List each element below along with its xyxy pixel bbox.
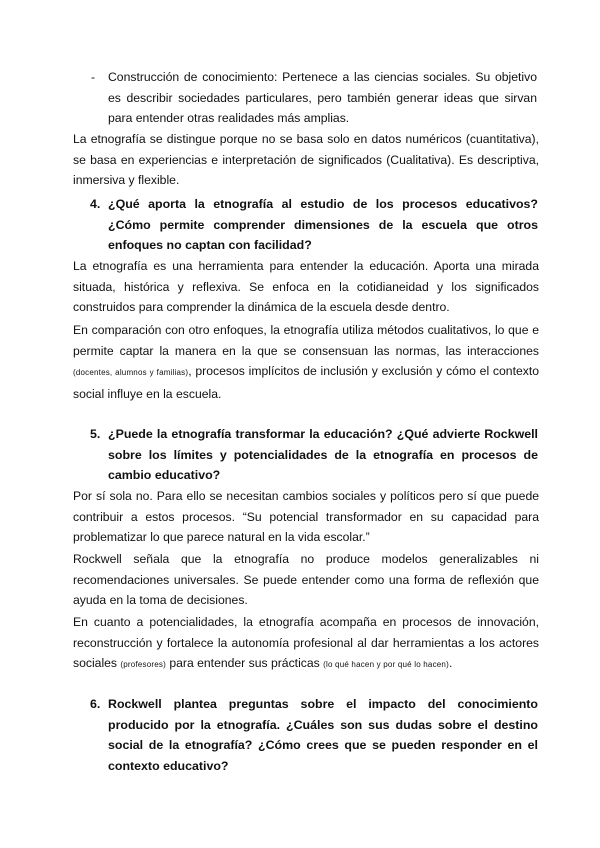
question-6-number: 6. xyxy=(90,697,101,711)
question-4-number: 4. xyxy=(90,197,101,211)
answer-5-paragraph-3 xyxy=(73,612,539,676)
answer-5-small-note-2: (lo qué hacen y por qué lo hacen) xyxy=(323,660,449,669)
question-5-number: 5. xyxy=(90,427,101,441)
answer-4-paragraph-1: La etnografía es una herramienta para entender la educación. Aporta una mirada situada, histórica y reflexiva. Se enfoca en la cotidianeidad y los significados construidos para comprender la dinámica de la escuela desde dentro. xyxy=(73,259,539,314)
question-4-text: ¿Qué aporta la etnografía al estudio de los procesos educativos? ¿Cómo permite comprender dimensiones de la escuela que otros enfoques no captan con facilidad? xyxy=(108,197,538,252)
answer-5-paragraph-2: Rockwell señala que la etnografía no produce modelos generalizables ni recomendaciones universales. Se puede entender como una forma de reflexión que ayuda en la toma de decisiones. xyxy=(73,552,539,607)
answer-5-paragraph-3-before: En cuanto a potencialidades, la etnografía acompaña en procesos de innovación, reconstrucción y fortalece la autonomía profesional al dar herramientas a los actores sociales xyxy=(73,615,539,670)
question-6 xyxy=(90,694,538,776)
question-5 xyxy=(90,424,538,486)
question-4 xyxy=(90,194,538,256)
answer-5-small-note-1: (profesores) xyxy=(120,660,166,669)
question-6-text: Rockwell plantea preguntas sobre el impacto del conocimiento producido por la etnografía. ¿Cuáles son sus dudas sobre el destino social de la etnografía? ¿Cómo crees que se pueden responder en el contexto educativo? xyxy=(108,697,538,773)
answer-4-paragraph-2-after: , procesos implícitos de inclusión y exclusión y cómo el contexto social influye en la escuela. xyxy=(73,364,540,401)
answer-4-small-note: (docentes, alumnos y familias) xyxy=(73,368,189,377)
answer-5-paragraph-3-middle: para entender sus prácticas xyxy=(169,656,320,670)
answer-5-paragraph-3-end: . xyxy=(448,656,453,670)
bullet-dash: - xyxy=(91,70,96,84)
answer-5-paragraph-1: Por sí sola no. Para ello se necesitan cambios sociales y políticos pero sí que puede contribuir a estos procesos. “Su potencial transformador en su capacidad para problematizar lo que parece natural en la vida escolar.” xyxy=(73,489,539,544)
bullet-item xyxy=(91,67,537,129)
answer-4-paragraph-2-before: En comparación con otro enfoques, la etnografía utiliza métodos cualitativos, lo que e permite captar la manera en la que se consensuan las normas, las interacciones xyxy=(73,323,539,358)
answer-4-paragraph-2 xyxy=(73,320,539,404)
intro-paragraph: La etnografía se distingue porque no se basa solo en datos numéricos (cuantitativa), se basa en experiencias e interpretación de significados (Cualitativa). Es descriptiva, inmersiva y flexible. xyxy=(73,132,539,187)
question-5-text: ¿Puede la etnografía transformar la educación? ¿Qué advierte Rockwell sobre los límites y potencialidades de la etnografía en procesos de cambio educativo? xyxy=(108,427,538,482)
bullet-text: Construcción de conocimiento: Pertenece a las ciencias sociales. Su objetivo es describir sociedades particulares, pero también generar ideas que sirvan para entender otras realidades más amplias. xyxy=(108,70,537,125)
